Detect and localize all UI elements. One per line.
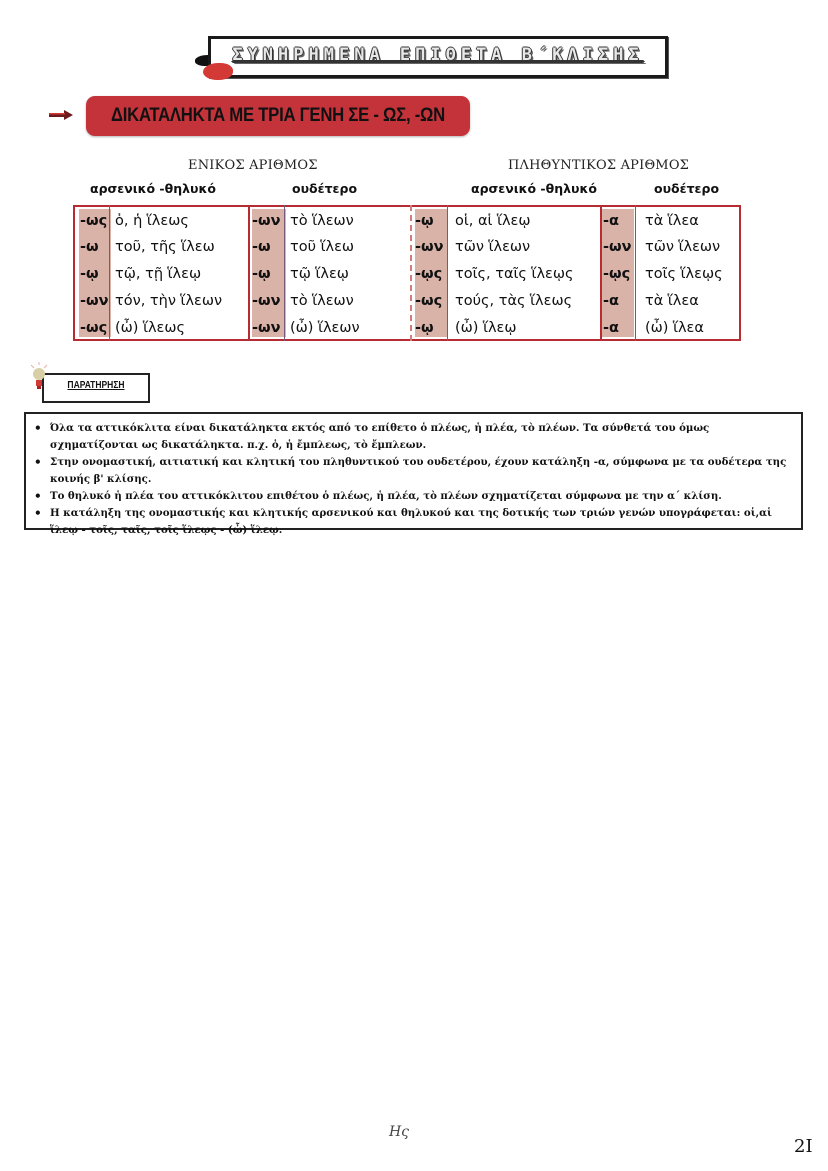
ending-cell: -ῳ (80, 265, 99, 282)
ending-cell: -ων (252, 292, 281, 309)
ending-cell: -ῳ (415, 319, 434, 336)
form-cell: τῷ, τῇ ἵλεῳ (115, 265, 202, 282)
table-row (75, 314, 739, 341)
form-cell: τούς, τὰς ἵλεως (455, 292, 573, 309)
ending-cell: -ῳς (603, 265, 631, 282)
form-cell: τόν, τὴν ἵλεων (115, 292, 223, 309)
ending-cell: -ως (80, 212, 108, 229)
form-cell: (ὦ) ἵλεα (645, 319, 704, 336)
column-divider (447, 205, 448, 341)
ending-cell: -ων (603, 238, 632, 255)
column-divider (600, 205, 602, 341)
column-divider (109, 205, 110, 341)
ending-cell: -ω (252, 238, 271, 255)
column-divider (284, 205, 285, 341)
ending-cell: -ω (80, 238, 99, 255)
form-cell: τοῦ ἵλεω (290, 238, 355, 255)
page-title: ΣΥΝΗΡΗΜΕΝΑ ΕΠΙΘΕΤΑ Β΄ΚΛΙΣΗΣ (232, 45, 644, 65)
form-cell: τὸ ἵλεων (290, 212, 354, 229)
arrow-right-icon (49, 110, 73, 120)
section-heading: ΔΙΚΑΤΑΛΗΚΤΑ ΜΕ ΤΡΙΑ ΓΕΝΗ ΣΕ - ΩΣ, -ΩΝ (111, 105, 445, 126)
form-cell: τοῖς, ταῖς ἵλεῳς (455, 265, 574, 282)
col-head-sg-neut: ουδέτερο (292, 181, 358, 196)
col-head-sg-masc-fem: αρσενικό -θηλυκό (90, 181, 216, 196)
form-cell: τὸ ἵλεων (290, 292, 354, 309)
page-number: 2I (794, 1136, 813, 1157)
form-cell: (ὦ) ἵλεως (115, 319, 186, 336)
column-divider (635, 205, 636, 341)
ending-cell: -ων (80, 292, 109, 309)
ending-cell: -ων (252, 319, 281, 336)
ending-cell: -ως (80, 319, 108, 336)
note-item: • Στην ονομαστική, αιτιατική και κλητική του πληθυντικού του ουδετέρου, έχουν κατάληξη -α, σύμφωνα με τα ουδέτερα της κοινής β' κλίσης. (50, 454, 791, 488)
column-divider-dashed (410, 205, 412, 341)
note-label: ΠΑΡΑΤΗΡΗΣΗ (67, 380, 125, 391)
ending-cell: -α (603, 292, 619, 309)
form-cell: τὰ ἵλεα (645, 212, 699, 229)
note-item: • Το θηλυκό ἡ πλέα του αττικόκλιτου επιθέτου ὁ πλέως, ἡ πλέα, τὸ πλέων σχηματίζεται σύμφωνα με την α΄ κλίση. (50, 488, 791, 505)
form-cell: τοῖς ἵλεῳς (645, 265, 723, 282)
ending-cell: -α (603, 319, 619, 336)
ending-cell: -ῳς (415, 265, 443, 282)
plural-heading: ΠΛΗΘΥΝΤΙΚΟΣ ΑΡΙΘΜΟΣ (508, 158, 690, 173)
ending-cell: -ων (415, 238, 444, 255)
note-list (26, 414, 801, 539)
table-row (75, 233, 739, 260)
col-head-pl-neut: ουδέτερο (654, 181, 720, 196)
form-cell: τοῦ, τῆς ἵλεω (115, 238, 215, 255)
table-row (75, 287, 739, 314)
ending-cell: -ως (415, 292, 443, 309)
table-row (75, 260, 739, 287)
title-banner (208, 36, 668, 78)
form-cell: ὁ, ἡ ἵλεως (115, 212, 189, 229)
ending-cell: -α (603, 212, 619, 229)
ending-cell: -ῳ (415, 212, 434, 229)
signature-logo: Ης (388, 1124, 410, 1140)
column-divider (248, 205, 250, 341)
form-cell: τῶν ἵλεων (455, 238, 531, 255)
declension-table (73, 205, 741, 341)
note-item: • Όλα τα αττικόκλιτα είναι δικατάληκτα εκτός από το επίθετο ὁ πλέως, ἡ πλέα, τὸ πλέων. Τα σύνθετά του όμως σχηματίζονται ως δικατάληκτα. π.χ. ὁ, ἡ ἔμπλεως, τὸ ἔμπλεων. (50, 420, 791, 454)
note-box (24, 412, 803, 536)
form-cell: (ὦ) ἵλεῳ (455, 319, 517, 336)
singular-heading: ΕΝΙΚΟΣ ΑΡΙΘΜΟΣ (188, 158, 318, 173)
note-item: • Η κατάληξη της ονομαστικής και κλητικής αρσενικού και θηλυκού και της δοτικής των τριών γενών υπογράφεται: οἱ,αἱ ἵλεῳ - τοῖς, ταῖς, τοῖς ἵλεῳς - (ὦ) ἵλεῳ. (50, 505, 791, 539)
form-cell: τῶν ἵλεων (645, 238, 721, 255)
form-cell: τὰ ἵλεα (645, 292, 699, 309)
form-cell: οἱ, αἱ ἵλεῳ (455, 212, 531, 229)
ending-cell: -ων (252, 212, 281, 229)
col-head-pl-masc-fem: αρσενικό -θηλυκό (471, 181, 597, 196)
section-heading-box (86, 96, 470, 136)
lightbulb-icon (28, 362, 50, 392)
beret-icon (203, 63, 233, 80)
table-row (75, 207, 739, 234)
form-cell: (ὦ) ἵλεων (290, 319, 360, 336)
ending-cell: -ῳ (252, 265, 271, 282)
form-cell: τῷ ἵλεῳ (290, 265, 349, 282)
note-label-box (42, 373, 150, 403)
